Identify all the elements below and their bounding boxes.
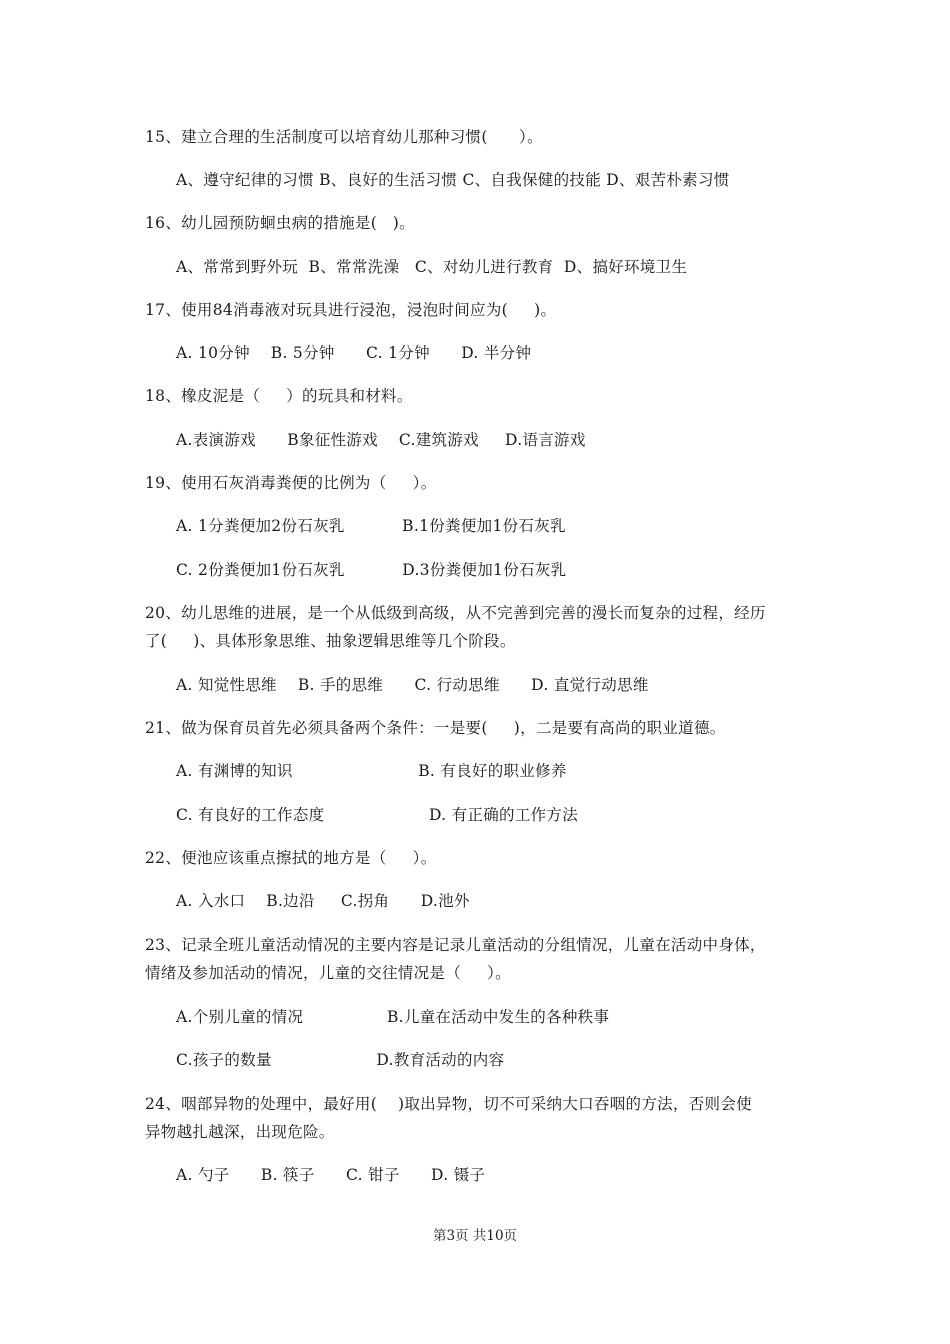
- question-19-options-row2: C. 2份粪便加1份石灰乳 D.3份粪便加1份石灰乳: [176, 561, 567, 579]
- question-23-text-line1: 23、记录全班儿童活动情况的主要内容是记录儿童活动的分组情况，儿童在活动中身体，: [145, 936, 766, 954]
- question-16-options: A、常常到野外玩 B、常常洗澡 C、对幼儿进行教育 D、搞好环境卫生: [176, 258, 688, 276]
- question-21-options-row1: A. 有渊博的知识 B. 有良好的职业修养: [176, 762, 567, 780]
- question-20-text-line2: 了( )、具体形象思维、抽象逻辑思维等几个阶段。: [145, 632, 516, 650]
- question-20-options: A. 知觉性思维 B. 手的思维 C. 行动思维 D. 直觉行动思维: [176, 676, 649, 694]
- question-17-text: 17、使用84消毒液对玩具进行浸泡，浸泡时间应为( )。: [145, 301, 557, 319]
- question-21-text: 21、做为保育员首先必须具备两个条件：一是要( )，二是要有高尚的职业道德。: [145, 719, 726, 737]
- question-24-text-line1: 24、咽部异物的处理中，最好用( )取出异物，切不可采纳大口吞咽的方法，否则会使: [145, 1095, 752, 1113]
- question-17-options: A. 10分钟 B. 5分钟 C. 1分钟 D. 半分钟: [176, 344, 532, 362]
- question-24-options: A. 勺子 B. 筷子 C. 钳子 D. 镊子: [176, 1166, 486, 1184]
- page-footer: 第3页 共10页: [432, 1228, 518, 1244]
- question-23-options-row1: A.个别儿童的情况 B.儿童在活动中发生的各种秩事: [176, 1008, 610, 1026]
- question-24-text-line2: 异物越扎越深，出现危险。: [145, 1123, 335, 1141]
- question-22-options: A. 入水口 B.边沿 C.拐角 D.池外: [176, 892, 470, 910]
- question-19-text: 19、使用石灰消毒粪便的比例为（ ）。: [145, 474, 437, 492]
- question-20-text-line1: 20、幼儿思维的进展，是一个从低级到高级，从不完善到完善的漫长而复杂的过程，经历: [145, 604, 766, 622]
- question-18-text: 18、橡皮泥是（ ）的玩具和材料。: [145, 387, 413, 405]
- question-18-options: A.表演游戏 B象征性游戏 C.建筑游戏 D.语言游戏: [176, 431, 586, 449]
- question-22-text: 22、便池应该重点擦拭的地方是（ ）。: [145, 849, 437, 867]
- question-16-text: 16、幼儿园预防蛔虫病的措施是( )。: [145, 214, 415, 232]
- question-23-text-line2: 情绪及参加活动的情况，儿童的交往情况是（ ）。: [145, 964, 511, 982]
- question-23-options-row2: C.孩子的数量 D.教育活动的内容: [176, 1051, 505, 1069]
- question-21-options-row2: C. 有良好的工作态度 D. 有正确的工作方法: [176, 806, 579, 824]
- question-19-options-row1: A. 1分粪便加2份石灰乳 B.1份粪便加1份石灰乳: [176, 517, 566, 535]
- question-15-text: 15、建立合理的生活制度可以培育幼儿那种习惯( ）。: [145, 128, 543, 146]
- question-15-options: A、遵守纪律的习惯 B、良好的生活习惯 C、自我保健的技能 D、艰苦朴素习惯: [176, 171, 730, 189]
